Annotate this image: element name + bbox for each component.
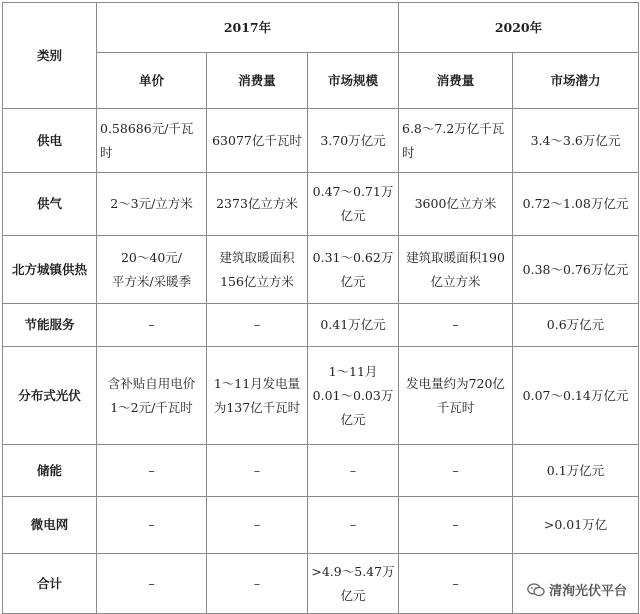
table-cell: 0.1万亿元 [546,462,605,478]
row-label: 微电网 [3,497,97,554]
wechat-icon [527,583,545,597]
table-cell: – [148,517,155,532]
table-cell: – [148,575,155,591]
subheader-unit-price: 单价 [97,53,207,109]
table-cell: – [452,317,459,332]
table-cell: – [452,462,459,478]
energy-market-table [2,2,639,614]
table-cell: 20～40元/ 平方米/采暖季 [111,249,192,289]
table-cell: – [452,575,459,591]
table-cell: >0.01万亿 [543,517,608,532]
year-header-2017: 2017年 [97,3,399,53]
row-label: 北方城镇供热 [3,236,97,304]
table-cell: 0.72～1.08万亿元 [522,196,629,211]
table-cell: 3600亿立方米 [414,196,497,211]
subheader-market-potential: 市场潜力 [513,53,639,109]
table-cell: 0.41万亿元 [320,317,386,332]
watermark [524,579,630,600]
subheader-consumption-2017: 消费量 [207,53,308,109]
row-label: 节能服务 [3,304,97,347]
row-label: 供气 [3,173,97,236]
table-cell: 63077亿千瓦时 [212,132,302,148]
table-cell: 建筑取暖面积190 亿立方米 [406,249,505,289]
table-cell: – [253,517,261,532]
table-row [3,347,639,445]
table-cell: 2～3元/立方米 [110,196,193,211]
year-header-2020: 2020年 [399,3,639,53]
table-cell: 2373亿立方米 [216,196,298,211]
table-cell: 0.47～0.71万 亿元 [312,184,394,223]
table-cell: 3.4～3.6万亿元 [530,132,621,148]
watermark-text: 清洵光伏平台 [548,584,627,599]
table-cell: – [253,462,261,478]
row-label: 储能 [3,445,97,497]
subheader-consumption-2020: 消费量 [399,53,513,109]
table-cell: – [349,517,357,532]
table-row [3,236,639,304]
table-row [3,497,639,554]
table-row [3,173,639,236]
table-cell: 1～11月发电量 为137亿千瓦时 [213,375,301,415]
table-cell: 建筑取暖面积 156亿立方米 [219,249,295,289]
table-cell: – [349,462,357,478]
table-cell: – [148,462,155,478]
table-cell: 发电量约为720亿 千瓦时 [406,375,505,415]
table-row [3,304,639,347]
row-label: 分布式光伏 [3,347,97,445]
table-cell: – [148,317,155,332]
table-cell: 1～11月 0.01～0.03万 亿元 [312,363,394,427]
subheader-market-size: 市场规模 [308,53,399,109]
category-header: 类别 [3,3,97,109]
table-cell: 3.70万亿元 [320,132,386,148]
table-cell: 0.38～0.76万亿元 [522,261,629,277]
table-row [3,109,639,173]
table-cell: – [253,317,261,332]
table-cell: 0.6万亿元 [546,317,605,332]
table-cell: 0.31～0.62万 亿元 [312,249,394,289]
table-cell: 0.58686元/千瓦 时 [100,120,194,160]
table-cell: – [253,575,261,591]
table-cell: 含补贴自用电价 1～2元/千瓦时 [107,375,196,415]
table-row [3,445,639,497]
table-cell: – [452,517,459,532]
table-cell: 0.07～0.14万亿元 [522,387,629,403]
table-cell: >4.9～5.47万 亿元 [311,563,395,603]
table-cell: 6.8～7.2万亿千瓦 时 [402,120,505,160]
row-label: 供电 [3,109,97,173]
row-label: 合计 [3,554,97,614]
